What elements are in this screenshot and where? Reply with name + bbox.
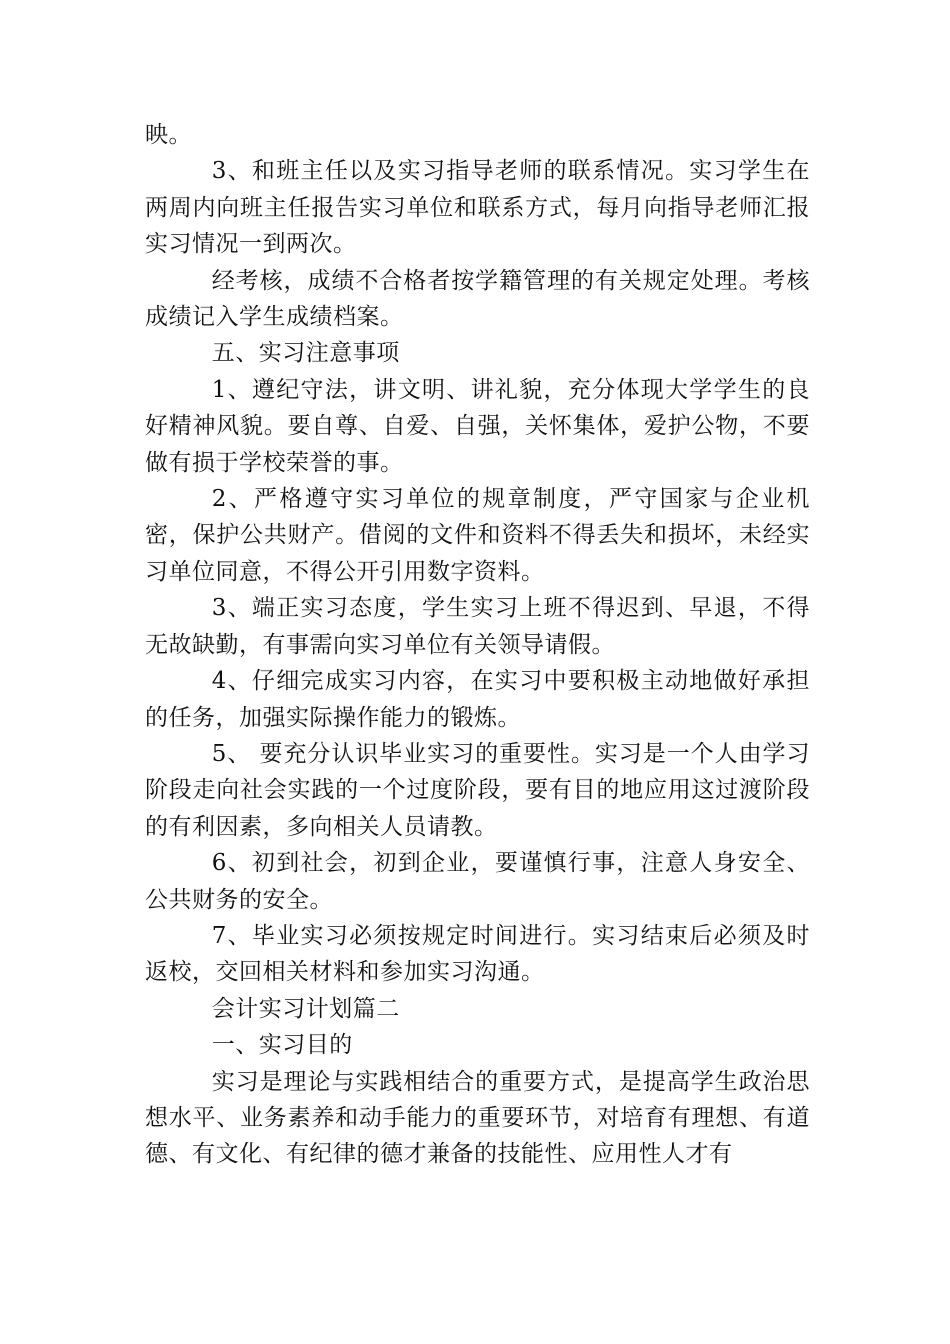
- paragraph-note-6: 6、初到社会，初到企业，要谨慎行事，注意人身安全、公共财务的安全。: [145, 850, 810, 913]
- section-heading-purpose: 一、实习目的: [211, 1032, 353, 1059]
- paragraph-note-5: 5、 要充分认识毕业实习的重要性。实习是一个人由学习阶段走向社会实践的一个过度阶段，要有目的地应用这过渡阶段的有利因素，多向相关人员请教。: [145, 740, 810, 840]
- paragraph-note-4: 4、仔细完成实习内容，在实习中要积极主动地做好承担的任务，加强实际操作能力的锻炼。: [145, 668, 810, 731]
- paragraph-note-1: 1、遵纪守法，讲文明、讲礼貌，充分体现大学学生的良好精神风貌。要自尊、自爱、自强，关怀集体，爱护公物，不要做有损于学校荣誉的事。: [145, 376, 810, 476]
- paragraph-note-2: 2、严格遵守实习单位的规章制度，严守国家与企业机密，保护公共财产。借阅的文件和资料不得丢失和损坏，未经实习单位同意，不得公开引用数字资料。: [145, 486, 810, 585]
- paragraph-continuation: 映。: [145, 122, 192, 148]
- paragraph-contact-status: 3、和班主任以及实习指导老师的联系情况。实习学生在两周内向班主任报告实习单位和联系方式，每月向指导老师汇报实习情况一到两次。: [145, 158, 810, 258]
- article-title: 会计实习计划篇二: [211, 995, 400, 1022]
- document-body: [145, 117, 810, 1173]
- paragraph-purpose: 实习是理论与实践相结合的重要方式，是提高学生政治思想水平、业务素养和动手能力的重要环节，对培育有理想、有道德、有文化、有纪律的德才兼备的技能性、应用性人才有: [145, 1068, 810, 1168]
- section-heading-notes: 五、实习注意事项: [211, 340, 400, 367]
- paragraph-assessment: 经考核，成绩不合格者按学籍管理的有关规定处理。考核成绩记入学生成绩档案。: [145, 267, 810, 331]
- paragraph-note-3: 3、端正实习态度，学生实习上班不得迟到、早退，不得无故缺勤，有事需向实习单位有关领导请假。: [145, 595, 810, 658]
- paragraph-note-7: 7、毕业实习必须按规定时间进行。实习结束后必须及时返校，交回相关材料和参加实习沟通。: [145, 922, 810, 986]
